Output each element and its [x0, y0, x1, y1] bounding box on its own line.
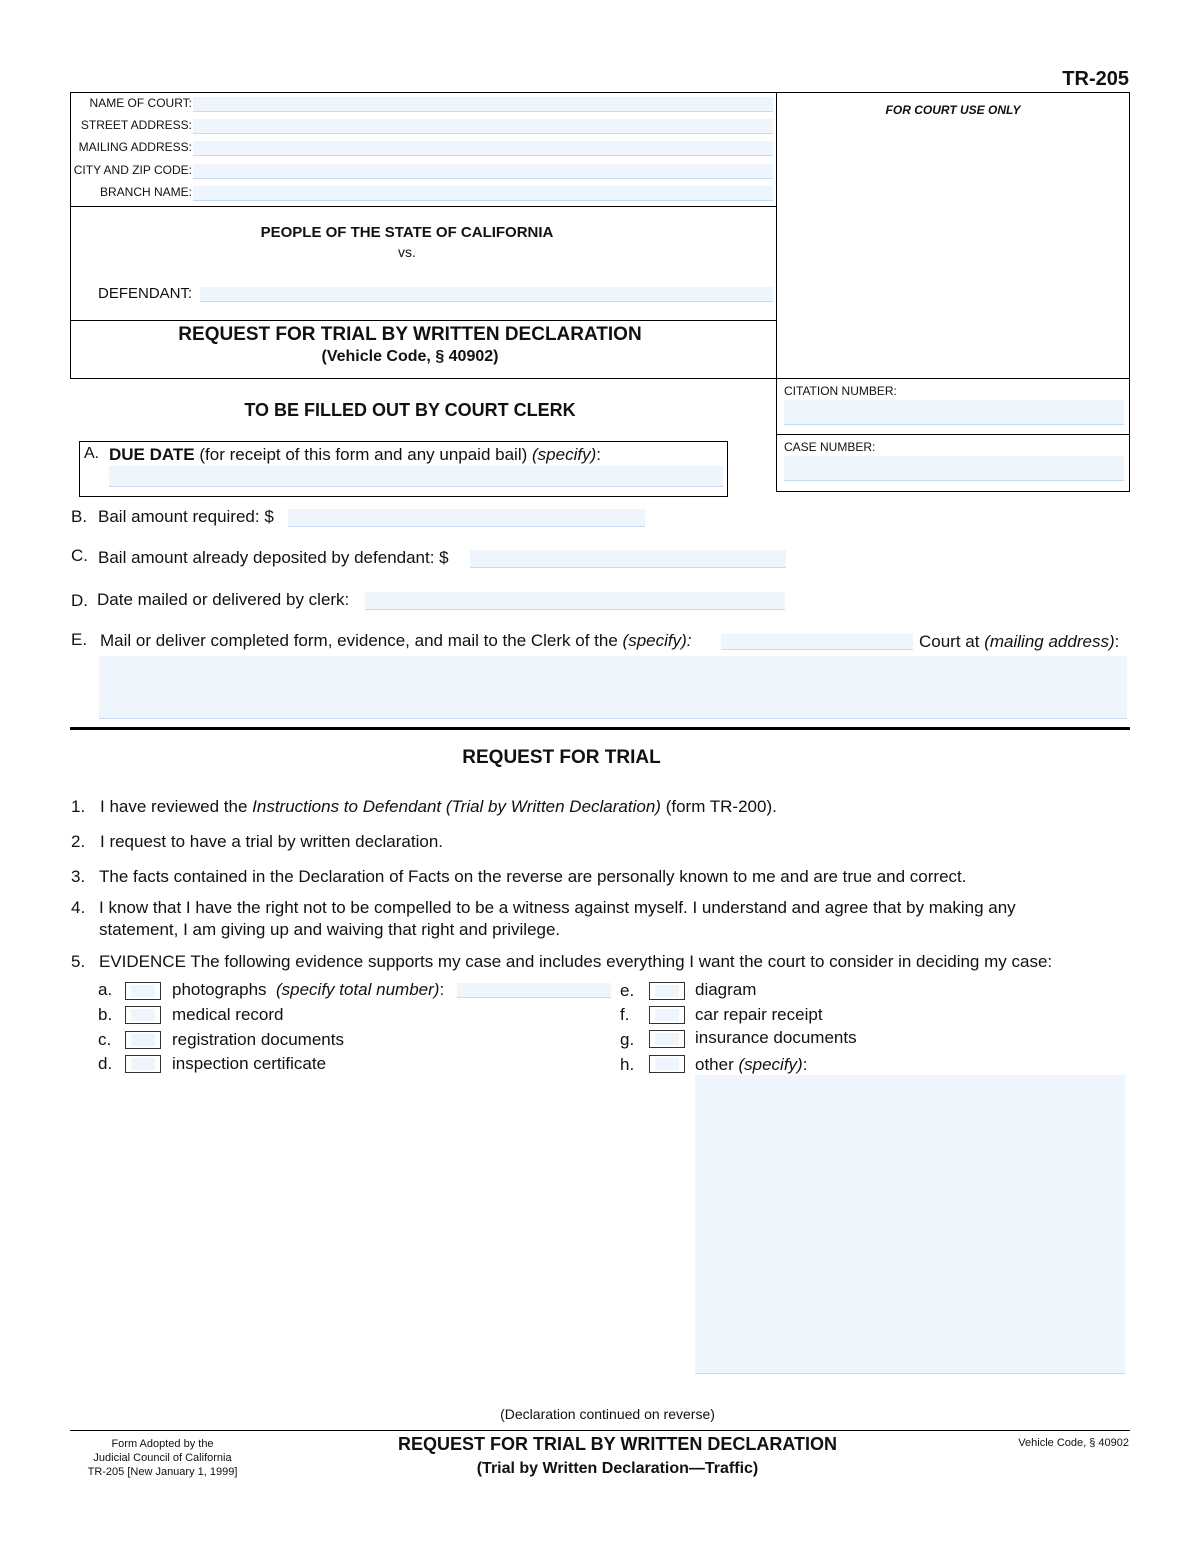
citation-number-input[interactable]: [784, 400, 1124, 425]
mail-deliver-text: Mail or deliver completed form, evidence, and mail to the Clerk of the: [100, 631, 618, 650]
due-date-colon: :: [596, 445, 601, 464]
evidence-e-label: diagram: [695, 980, 757, 999]
evidence-h-label: [695, 1055, 807, 1075]
bail-deposited-input[interactable]: [470, 550, 786, 568]
evidence-e-checkbox[interactable]: [649, 982, 685, 1000]
other-specify: (specify): [738, 1055, 803, 1074]
evidence-a-label: [172, 980, 444, 1000]
item-3-text: The facts contained in the Declaration of Facts on the reverse are personally known to me and are true and correct.: [99, 867, 967, 886]
court-at-label: [919, 632, 1119, 652]
evidence-a-checkbox[interactable]: [125, 982, 161, 1000]
evidence-a-text: photographs: [172, 980, 267, 999]
court-at-text: Court at: [919, 632, 980, 651]
evidence-c-checkbox[interactable]: [125, 1031, 161, 1049]
footer-left-line2: Judicial Council of California: [93, 1452, 232, 1464]
evidence-f-checkbox[interactable]: [649, 1006, 685, 1024]
branch-name-input[interactable]: [193, 186, 773, 201]
footer-left-line1: Form Adopted by the: [111, 1438, 214, 1450]
evidence-b-label: medical record: [172, 1005, 284, 1024]
other-evidence-textarea[interactable]: [695, 1075, 1125, 1374]
footer-vehicle-code: Vehicle Code, § 40902: [1018, 1437, 1129, 1449]
bail-deposited-label: Bail amount already deposited by defendant: $: [98, 548, 449, 567]
evidence-d-label: inspection certificate: [172, 1054, 327, 1073]
evidence-g-letter: g.: [620, 1030, 635, 1049]
date-mailed-label: Date mailed or delivered by clerk:: [97, 590, 350, 609]
due-date-letter: A.: [84, 445, 100, 462]
mailing-address-italic: (mailing address): [984, 632, 1115, 651]
bail-required-label: Bail amount required: $: [98, 507, 274, 526]
item-5-num: 5.: [71, 952, 86, 971]
footer-title: REQUEST FOR TRIAL BY WRITTEN DECLARATION: [398, 1434, 837, 1454]
request-heading: REQUEST FOR TRIAL: [462, 747, 661, 768]
evidence-g-label: insurance documents: [695, 1028, 857, 1047]
item-1-italic: Instructions to Defendant (Trial by Written Declaration): [252, 797, 661, 816]
bail-required-letter: B.: [71, 507, 88, 526]
court-at-colon: :: [1114, 632, 1120, 651]
footer-left-line3: TR-205 [New January 1, 1999]: [87, 1466, 238, 1478]
evidence-h-letter: h.: [620, 1055, 635, 1074]
case-number-label: CASE NUMBER:: [784, 440, 876, 454]
people-caption: PEOPLE OF THE STATE OF CALIFORNIA: [260, 224, 554, 241]
item-1-pre: I have reviewed the: [100, 797, 248, 816]
item-2-text: I request to have a trial by written declaration.: [100, 832, 444, 851]
evidence-d-checkbox[interactable]: [125, 1055, 161, 1073]
street-address-input[interactable]: [193, 119, 773, 134]
evidence-c-label: registration documents: [172, 1030, 344, 1049]
evidence-h-checkbox[interactable]: [649, 1055, 685, 1073]
evidence-b-letter: b.: [98, 1005, 113, 1024]
court-use-only-label: FOR COURT USE ONLY: [885, 103, 1021, 117]
photographs-count-input[interactable]: [457, 983, 611, 998]
item-1-text: [100, 797, 777, 817]
evidence-f-label: car repair receipt: [695, 1005, 823, 1024]
item-1-post: (form TR-200).: [665, 797, 777, 816]
date-mailed-input[interactable]: [365, 592, 785, 610]
evidence-g-checkbox[interactable]: [649, 1030, 685, 1048]
due-date-specify: (specify): [532, 445, 597, 464]
bail-deposited-letter: C.: [71, 546, 88, 565]
evidence-e-letter: e.: [620, 981, 635, 1000]
vs-label: vs.: [398, 244, 416, 260]
court-mailing-address-input[interactable]: [99, 656, 1127, 719]
due-date-bold: DUE DATE: [109, 445, 195, 464]
evidence-a-letter: a.: [98, 980, 113, 999]
clerk-section-heading: TO BE FILLED OUT BY COURT CLERK: [244, 400, 576, 420]
mail-deliver-label: [100, 631, 692, 651]
photographs-colon: :: [439, 980, 445, 999]
evidence-f-letter: f.: [620, 1005, 630, 1024]
mailing-address-input[interactable]: [193, 141, 773, 156]
other-colon: :: [802, 1055, 808, 1074]
mail-deliver-letter: E.: [71, 630, 88, 649]
street-address-label: STREET ADDRESS:: [80, 118, 192, 132]
due-date-label: [109, 445, 601, 465]
continued-note: (Declaration continued on reverse): [500, 1406, 715, 1422]
form-title: REQUEST FOR TRIAL BY WRITTEN DECLARATION: [178, 324, 642, 345]
citation-number-label: CITATION NUMBER:: [784, 384, 897, 398]
item-4-line1: I know that I have the right not to be compelled to be a witness against myself. I understand and agree that by making any: [99, 898, 1016, 917]
item-2-num: 2.: [71, 832, 86, 851]
section-divider: [70, 727, 1130, 730]
item-3-num: 3.: [71, 867, 86, 886]
case-number-input[interactable]: [784, 456, 1124, 481]
form-subtitle: (Vehicle Code, § 40902): [321, 348, 499, 365]
court-name-label: NAME OF COURT:: [89, 96, 192, 110]
item-4-num: 4.: [71, 898, 86, 917]
item-1-num: 1.: [71, 797, 86, 816]
due-date-text: (for receipt of this form and any unpaid bail): [199, 445, 528, 464]
form-number: TR-205: [1062, 68, 1129, 90]
item-5-text: EVIDENCE The following evidence supports my case and includes everything I want the court to consider in deciding my case:: [99, 952, 1053, 971]
defendant-input[interactable]: [200, 287, 773, 302]
photographs-specify: (specify total number): [275, 980, 440, 999]
evidence-h-text: other: [695, 1055, 734, 1074]
item-4-line2: statement, I am giving up and waiving that right and privilege.: [99, 920, 561, 939]
mailing-address-label: MAILING ADDRESS:: [78, 140, 192, 154]
court-name-input[interactable]: [193, 97, 773, 112]
due-date-input[interactable]: [109, 466, 723, 487]
evidence-b-checkbox[interactable]: [125, 1006, 161, 1024]
bail-required-input[interactable]: [288, 509, 645, 527]
evidence-c-letter: c.: [98, 1030, 112, 1049]
evidence-d-letter: d.: [98, 1054, 113, 1073]
defendant-label: DEFENDANT:: [98, 285, 193, 302]
footer-subtitle: (Trial by Written Declaration—Traffic): [476, 1460, 759, 1477]
city-zip-label: CITY AND ZIP CODE:: [73, 163, 192, 177]
date-mailed-letter: D.: [71, 591, 88, 610]
mail-deliver-specify: (specify):: [622, 631, 692, 650]
branch-name-label: BRANCH NAME:: [99, 185, 192, 199]
clerk-court-input[interactable]: [721, 634, 913, 650]
city-zip-input[interactable]: [193, 164, 773, 179]
